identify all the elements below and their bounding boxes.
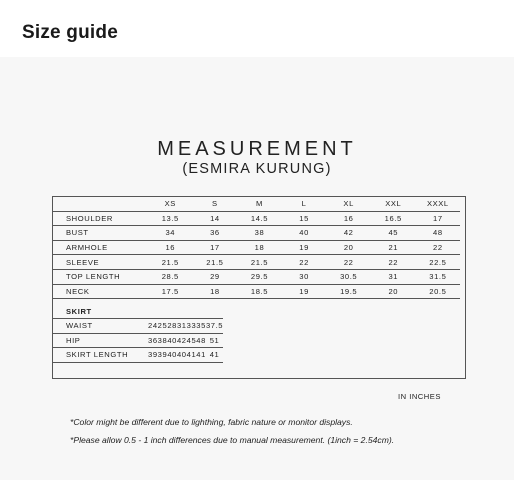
- cell-value: 14.5: [237, 211, 282, 226]
- cell-value: 24: [148, 319, 158, 334]
- cell-value: 51: [206, 333, 223, 348]
- row-label: SHOULDER: [53, 211, 148, 226]
- row-label: TOP LENGTH: [53, 269, 148, 284]
- cell-value: 22: [416, 240, 461, 255]
- cell-value: 31: [177, 319, 187, 334]
- size-header-xl: XL: [343, 199, 354, 209]
- cell-value: 39: [148, 348, 158, 363]
- cell-value: 28: [167, 319, 177, 334]
- table-row-bust: [53, 226, 460, 241]
- cell-value: 34: [148, 226, 193, 241]
- cell-value: 21.5: [193, 255, 238, 270]
- color-disclaimer: *Color might be different due to lighthing, fabric nature or monitor displays.: [70, 417, 353, 427]
- cell-value: 21.5: [148, 255, 193, 270]
- size-header-s: S: [212, 199, 218, 209]
- cell-value: 42: [177, 333, 187, 348]
- cell-value: 17: [193, 240, 238, 255]
- cell-value: 31: [371, 269, 416, 284]
- cell-value: 19: [282, 284, 327, 299]
- cell-value: 29: [193, 269, 238, 284]
- cell-value: 17.5: [148, 284, 193, 299]
- cell-value: 40: [282, 226, 327, 241]
- size-header-xs: XS: [164, 199, 176, 209]
- cell-value: 40: [167, 333, 177, 348]
- cell-value: 45: [371, 226, 416, 241]
- page-heading: Size guide: [22, 22, 118, 43]
- cell-value: 16.5: [371, 211, 416, 226]
- cell-value: 25: [158, 319, 168, 334]
- table-row-skirt-length: [53, 348, 223, 363]
- cell-value: 40: [167, 348, 177, 363]
- cell-value: 45: [187, 333, 197, 348]
- cell-value: 22: [326, 255, 371, 270]
- cell-value: 19.5: [326, 284, 371, 299]
- chart-subtitle: (ESMIRA KURUNG): [182, 161, 332, 177]
- skirt-section-heading-row: [53, 304, 223, 319]
- cell-value: 37.5: [206, 319, 223, 334]
- row-label: SKIRT LENGTH: [53, 348, 148, 363]
- cell-value: 20: [326, 240, 371, 255]
- cell-value: 35: [196, 319, 206, 334]
- chart-title: MEASUREMENT: [157, 138, 357, 160]
- row-label: ARMHOLE: [53, 240, 148, 255]
- cell-value: 13.5: [148, 211, 193, 226]
- size-header-row: [53, 197, 460, 211]
- row-label: HIP: [53, 333, 148, 348]
- cell-value: 17: [416, 211, 461, 226]
- cell-value: 20.5: [416, 284, 461, 299]
- cell-value: 22.5: [416, 255, 461, 270]
- measurement-table-frame: [52, 196, 466, 379]
- cell-value: 38: [237, 226, 282, 241]
- cell-value: 22: [371, 255, 416, 270]
- cell-value: 30.5: [326, 269, 371, 284]
- cell-value: 31.5: [416, 269, 461, 284]
- size-header-xxl: XXL: [385, 199, 402, 209]
- cell-value: 48: [196, 333, 206, 348]
- cell-value: 15: [282, 211, 327, 226]
- cell-value: 21: [371, 240, 416, 255]
- cell-value: 21.5: [237, 255, 282, 270]
- table-row-hip: [53, 333, 223, 348]
- measurement-disclaimer: *Please allow 0.5 - 1 inch differences due to manual measurement. (1inch = 2.54cm).: [70, 435, 395, 445]
- row-label: WAIST: [53, 319, 148, 334]
- table-row-neck: [53, 284, 460, 299]
- cell-value: 16: [326, 211, 371, 226]
- cell-value: 36: [193, 226, 238, 241]
- cell-value: 18: [193, 284, 238, 299]
- skirt-table: [53, 304, 223, 363]
- cell-value: 38: [158, 333, 168, 348]
- cell-value: 33: [187, 319, 197, 334]
- table-row-armhole: [53, 240, 460, 255]
- cell-value: 41: [206, 348, 223, 363]
- row-label: SLEEVE: [53, 255, 148, 270]
- cell-value: 29.5: [237, 269, 282, 284]
- cell-value: 48: [416, 226, 461, 241]
- size-header-l: L: [301, 199, 307, 209]
- cell-value: 22: [282, 255, 327, 270]
- cell-value: 20: [371, 284, 416, 299]
- size-header-xxxl: XXXL: [426, 199, 449, 209]
- table-row-top-length: [53, 269, 460, 284]
- cell-value: 18: [237, 240, 282, 255]
- cell-value: 41: [187, 348, 197, 363]
- table-row-shoulder: [53, 211, 460, 226]
- header-blank: [53, 197, 148, 211]
- row-label: BUST: [53, 226, 148, 241]
- cell-value: 18.5: [237, 284, 282, 299]
- cell-value: 14: [193, 211, 238, 226]
- cell-value: 19: [282, 240, 327, 255]
- cell-value: 16: [148, 240, 193, 255]
- cell-value: 40: [177, 348, 187, 363]
- cell-value: 39: [158, 348, 168, 363]
- table-row-sleeve: [53, 255, 460, 270]
- cell-value: 41: [196, 348, 206, 363]
- row-label: NECK: [53, 284, 148, 299]
- table-row-waist: [53, 319, 223, 334]
- unit-note: IN INCHES: [398, 392, 441, 401]
- size-header-m: M: [256, 199, 263, 209]
- cell-value: 42: [326, 226, 371, 241]
- measurement-table: [53, 197, 460, 299]
- cell-value: 36: [148, 333, 158, 348]
- cell-value: 28.5: [148, 269, 193, 284]
- cell-value: 30: [282, 269, 327, 284]
- skirt-section-label: SKIRT: [66, 306, 92, 316]
